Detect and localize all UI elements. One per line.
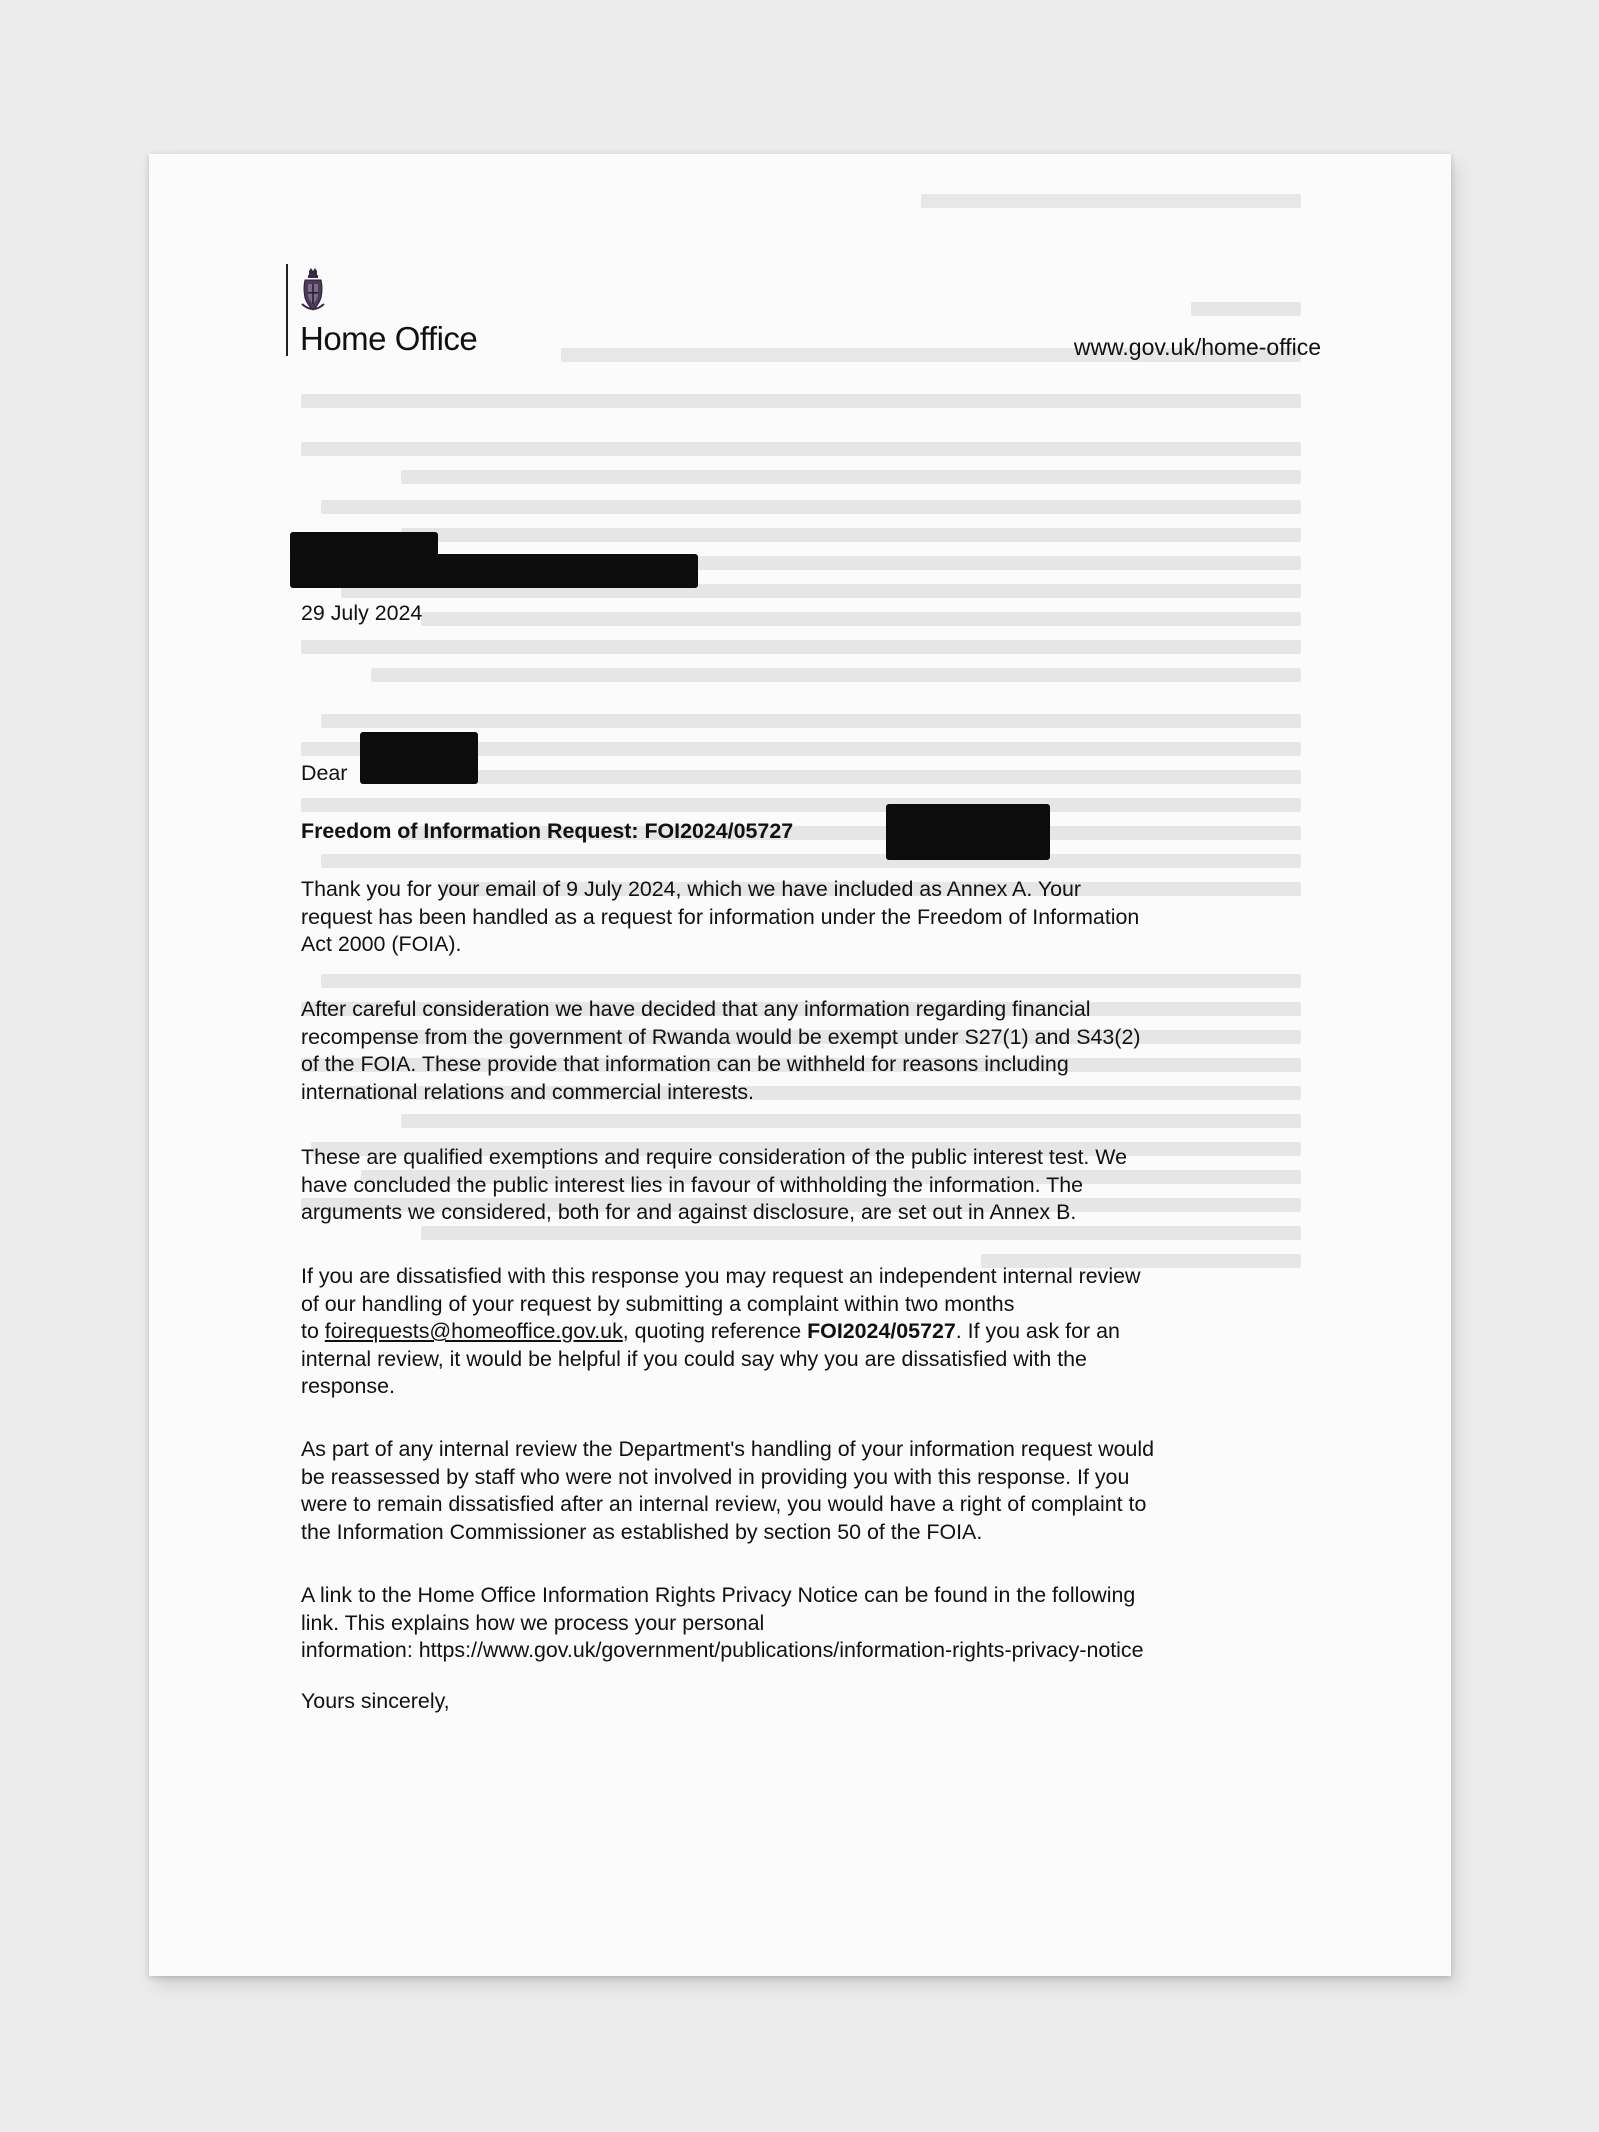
paragraph-line: of the FOIA. These provide that information can be withheld for reasons including [301,1052,1069,1076]
paragraph-line: of our handling of your request by submitting a complaint within two months [301,1291,1015,1316]
paragraph-line: As part of any internal review the Department's handling of your information request would [301,1437,1155,1461]
paragraph-privacy-notice [301,1582,1321,1665]
paragraph-line-with-email [301,1318,1321,1346]
paragraph-line: After careful consideration we have decided that any information regarding financial [301,997,1091,1021]
reference-number: FOI2024/05727 [807,1319,956,1343]
paragraph-line: were to remain dissatisfied after an internal review, you would have a right of complaint to [301,1492,1147,1516]
line-mid: , quoting reference [622,1319,808,1343]
letter-date: 29 July 2024 [301,601,423,625]
redaction-subject [886,804,1050,860]
paragraph-line: be reassessed by staff who were not involved in providing you with this response. If you [301,1464,1130,1489]
paragraph-line: arguments we considered, both for and against disclosure, are set out in Annex B. [301,1200,1077,1224]
paragraph-acknowledgement [301,876,1321,959]
paragraph-line: Act 2000 (FOIA). [301,932,462,956]
paragraph-complaint-rights [301,1436,1321,1546]
letter-page [149,154,1451,1976]
salutation: Dear [301,761,348,785]
organisation-name: Home Office [300,320,478,357]
closing: Yours sincerely, [301,1689,450,1713]
paragraph-line: recompense from the government of Rwanda would be exempt under S27(1) and S43(2) [301,1024,1141,1049]
redaction-recipient-name [360,732,478,784]
paragraph-public-interest [301,1144,1321,1227]
paragraph-line: link. This explains how we process your personal [301,1610,765,1635]
logo-divider [286,264,288,356]
line-prefix: to [301,1319,325,1343]
paragraph-line: Thank you for your email of 9 July 2024, which we have included as Annex A. Your [301,877,1082,901]
paragraph-line: international relations and commercial interests. [301,1079,754,1104]
paragraph-line: the Information Commissioner as established by section 50 of the FOIA. [301,1519,983,1544]
paragraph-exemption [301,996,1321,1106]
paragraph-line: request has been handled as a request for information under the Freedom of Information [301,904,1140,929]
paragraph-line: A link to the Home Office Information Rights Privacy Notice can be found in the following [301,1583,1136,1607]
redaction-address-line2 [290,554,698,588]
line-suffix: . If you ask for an [955,1319,1120,1343]
subject-line: Freedom of Information Request: FOI2024/05727 [301,819,794,843]
foi-email-link[interactable]: foirequests@homeoffice.gov.uk [324,1319,623,1343]
royal-crest-icon [298,268,328,314]
paragraph-line: These are qualified exemptions and require consideration of the public interest test. We [301,1145,1127,1169]
paragraph-line: have concluded the public interest lies in favour of withholding the information. The [301,1172,1084,1197]
website-url: www.gov.uk/home-office [1073,334,1321,360]
paragraph-line: response. [301,1374,395,1398]
paragraph-line: If you are dissatisfied with this response you may request an independent internal review [301,1264,1141,1288]
paragraph-line-privacy-url[interactable]: information: https://www.gov.uk/government/publications/information-rights-privacy-notice [301,1638,1144,1662]
paragraph-internal-review [301,1263,1321,1401]
paragraph-line: internal review, it would be helpful if you could say why you are dissatisfied with the [301,1346,1087,1371]
